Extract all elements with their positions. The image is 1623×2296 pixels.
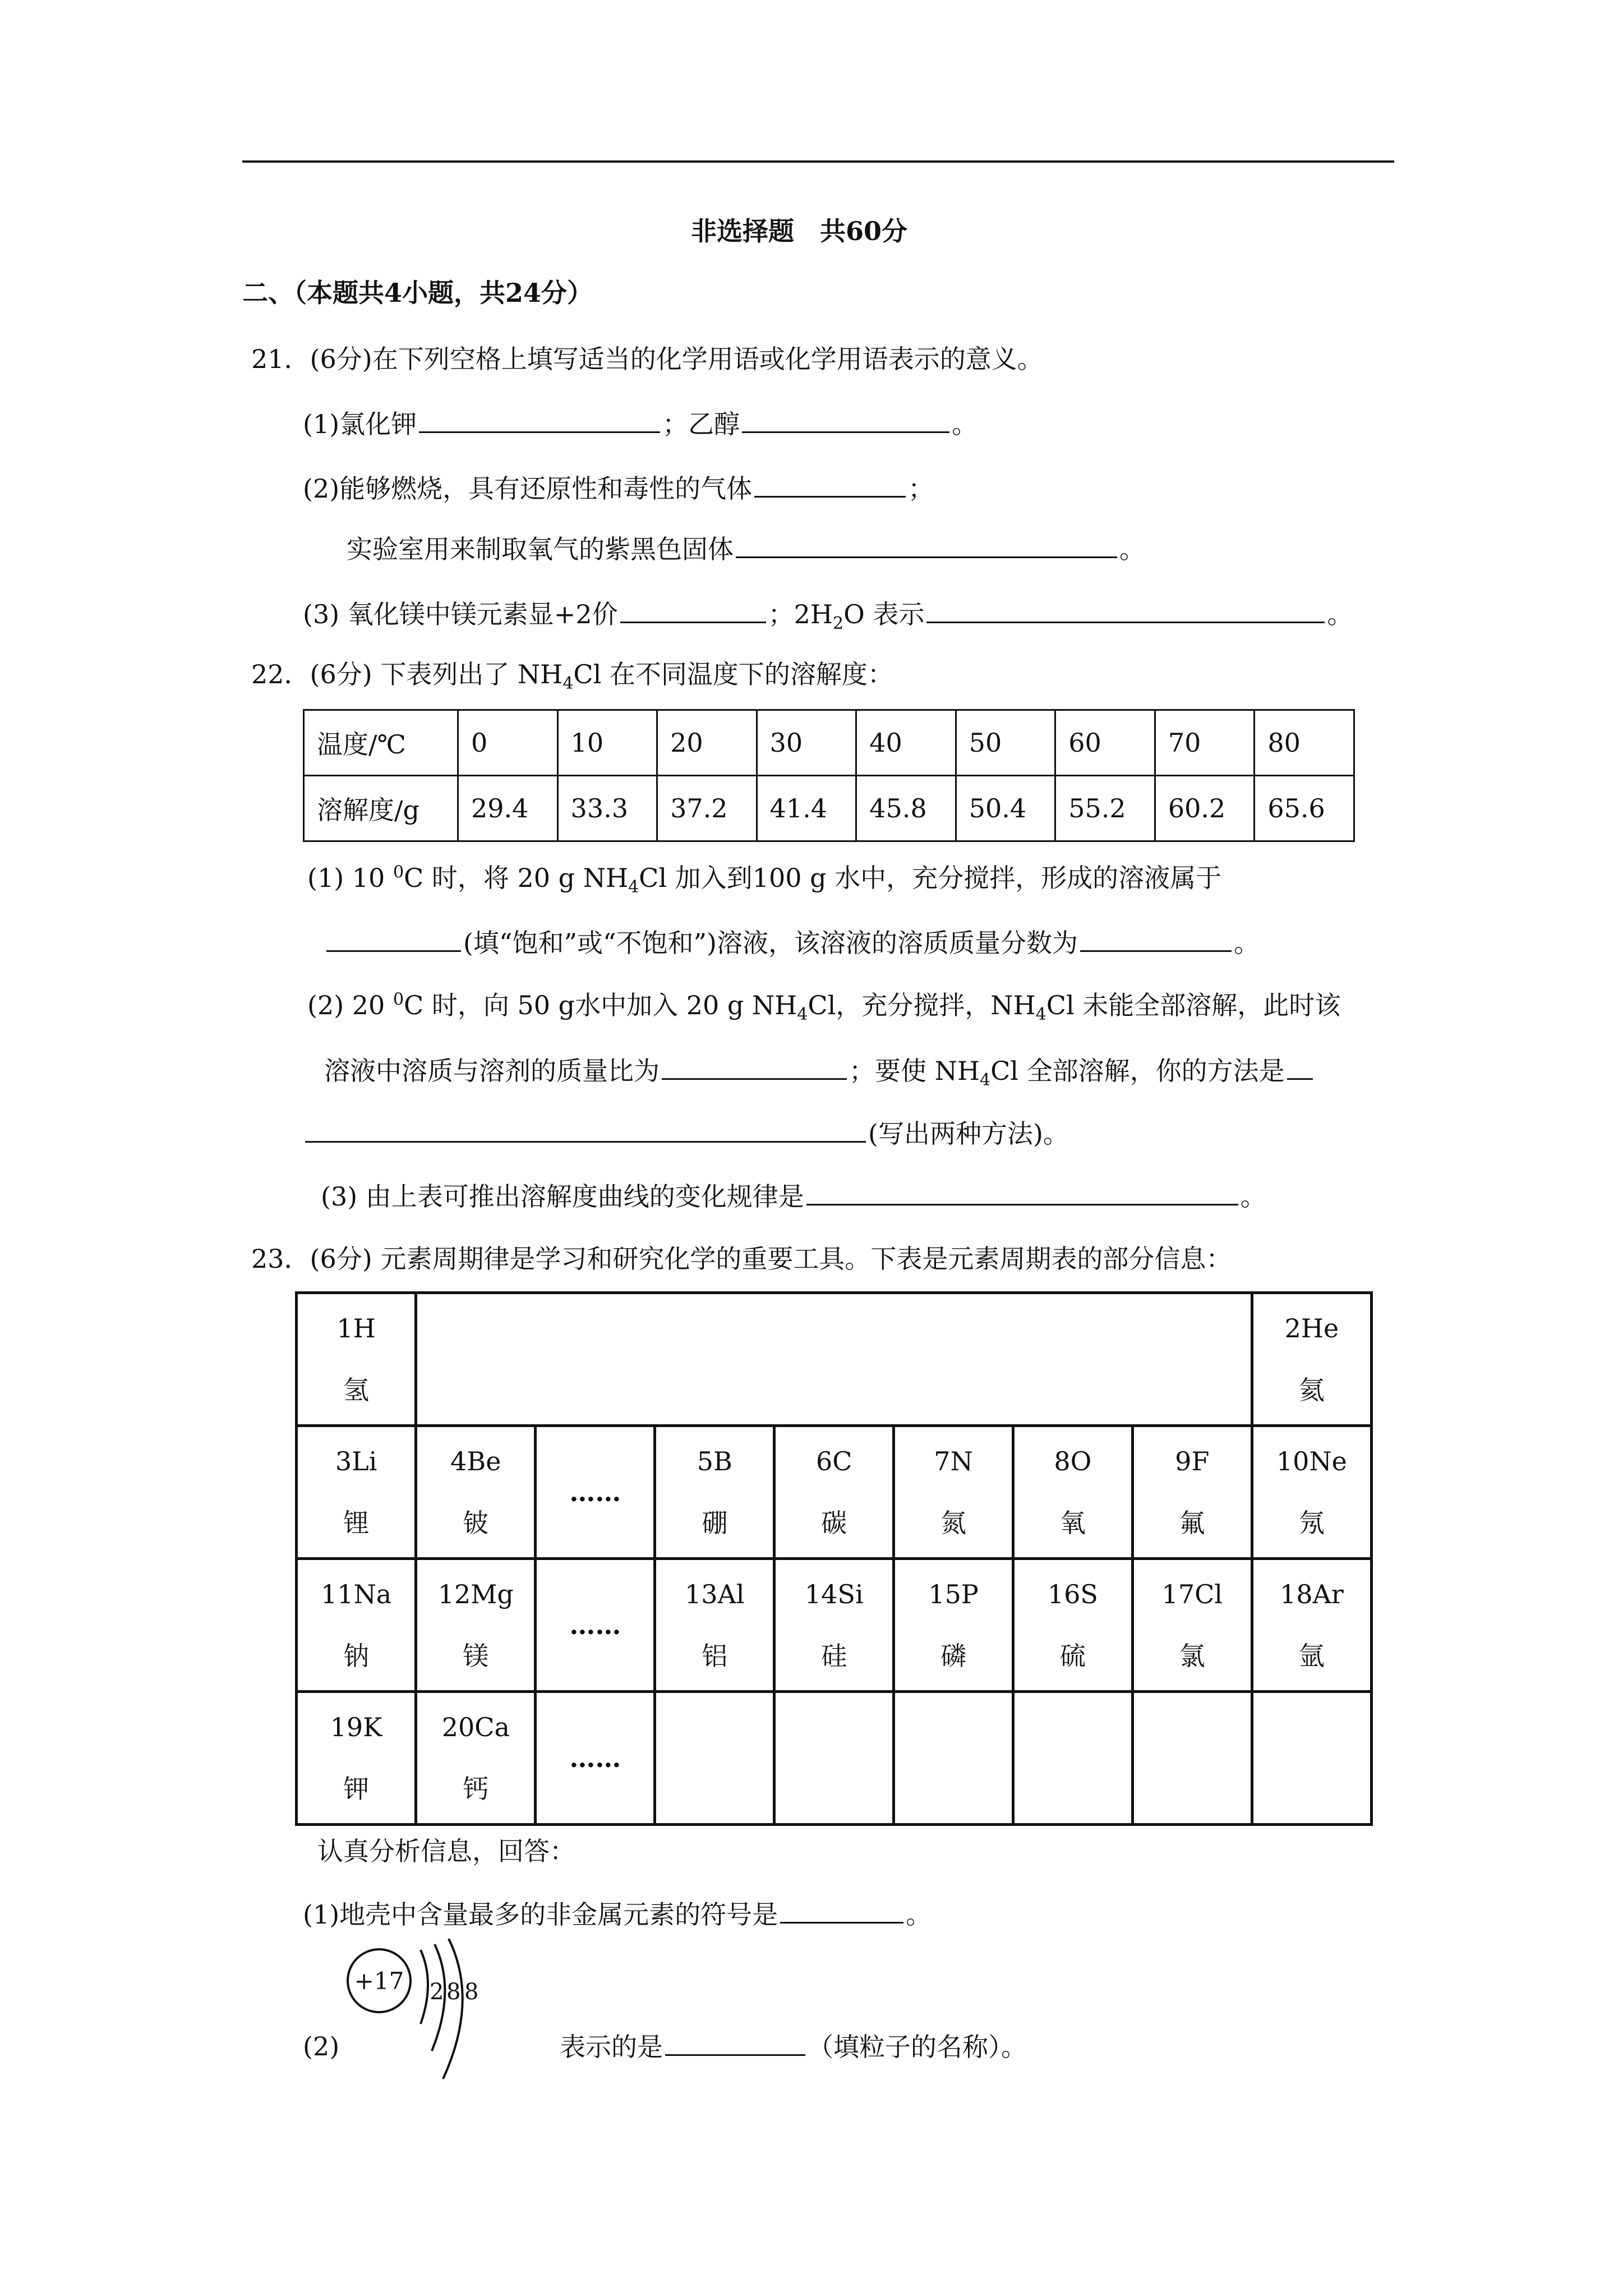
table-cell: 0 bbox=[458, 710, 558, 776]
q21-stem: 21．(6分)在下列空格上填写适当的化学用语或化学用语表示的意义。 bbox=[251, 344, 1043, 374]
element-cell-p bbox=[894, 1559, 1013, 1692]
superscript: 0 bbox=[393, 990, 404, 1010]
table-row bbox=[304, 776, 1354, 841]
electron-shell-3 bbox=[443, 1939, 463, 2079]
table-row bbox=[297, 1426, 1372, 1559]
table-cell: 55.2 bbox=[1055, 776, 1155, 841]
element-symbol: 17Cl bbox=[1161, 1579, 1223, 1609]
table-cell: 37.2 bbox=[657, 776, 757, 841]
element-symbol: 4Be bbox=[450, 1446, 501, 1476]
ellipsis-cell bbox=[536, 1692, 655, 1825]
q22-p2-b: C 时，向 50 g水中加入 20 g NH bbox=[404, 990, 797, 1020]
element-name: 硅 bbox=[821, 1641, 847, 1671]
q23-a1-label: (1)地壳中含量最多的非金属元素的符号是 bbox=[303, 1899, 778, 1930]
element-symbol: 7N bbox=[934, 1446, 973, 1476]
element-cell-he bbox=[1252, 1293, 1371, 1426]
table-cell: 10 bbox=[557, 710, 657, 776]
q22-p2-line2 bbox=[324, 1053, 1315, 1091]
q22-p1-line1 bbox=[307, 861, 1222, 898]
table-cell: 30 bbox=[757, 710, 856, 776]
q21-line1 bbox=[303, 407, 978, 441]
element-name: 氟 bbox=[1179, 1508, 1205, 1538]
q21-l4-end: 。 bbox=[1327, 599, 1353, 629]
element-cell-li bbox=[297, 1426, 416, 1559]
top-rule bbox=[242, 160, 1394, 163]
element-cell-ca bbox=[416, 1692, 536, 1825]
empty-cell bbox=[1013, 1692, 1132, 1825]
q21-l3-end: 。 bbox=[1119, 534, 1145, 564]
periodic-table bbox=[295, 1291, 1373, 1826]
subscript: 4 bbox=[1035, 1005, 1046, 1025]
q21-l1-label: (1)氯化钾 bbox=[303, 409, 417, 439]
q23-after-text: 认真分析信息，回答： bbox=[317, 1836, 575, 1866]
element-cell-k bbox=[297, 1692, 416, 1825]
element-symbol: 20Ca bbox=[441, 1712, 510, 1742]
q22-p1-line2-b: (填“饱和”或“不饱和”)溶液，该溶液的溶质质量分数为 bbox=[463, 928, 1078, 958]
q22-p2-c: Cl，充分搅拌，NH bbox=[808, 990, 1036, 1020]
q22-p2-line1 bbox=[307, 988, 1341, 1025]
ellipsis: …… bbox=[569, 1477, 621, 1507]
shell-electrons-3: 8 bbox=[464, 1979, 479, 2005]
element-symbol: 1H bbox=[336, 1313, 376, 1343]
answer-blank[interactable] bbox=[665, 2030, 805, 2056]
q21-l4-sep1: ；2H bbox=[768, 599, 833, 629]
q23-a1 bbox=[303, 1897, 932, 1931]
table-cell: 45.8 bbox=[856, 776, 956, 841]
table-cell: 65.6 bbox=[1255, 776, 1354, 841]
table-cell: 33.3 bbox=[557, 776, 657, 841]
table-row bbox=[297, 1692, 1372, 1825]
ellipsis-cell bbox=[536, 1559, 655, 1692]
element-symbol: 6C bbox=[815, 1446, 852, 1476]
q23-stem: 23．(6分) 元素周期律是学习和研究化学的重要工具。下表是元素周期表的部分信息： bbox=[251, 1244, 1232, 1274]
subscript: 4 bbox=[797, 1005, 808, 1025]
q22-p1-a: (1) 10 bbox=[307, 863, 393, 893]
answer-blank[interactable] bbox=[326, 926, 461, 952]
element-cell-c bbox=[774, 1426, 894, 1559]
element-cell-na bbox=[297, 1559, 416, 1692]
answer-blank[interactable] bbox=[419, 407, 660, 433]
q22-stem-b: Cl 在不同温度下的溶解度： bbox=[573, 659, 893, 689]
answer-blank[interactable] bbox=[736, 532, 1117, 558]
q22-p3-a: (3) 由上表可推出溶解度曲线的变化规律是 bbox=[321, 1181, 804, 1212]
q21-l2-label: (2)能够燃烧，具有还原性和毒性的气体 bbox=[303, 473, 753, 504]
element-symbol: 8O bbox=[1054, 1446, 1092, 1476]
element-name: 氯 bbox=[1179, 1641, 1205, 1671]
table-header-cell: 溶解度/g bbox=[304, 776, 458, 841]
answer-blank[interactable] bbox=[926, 597, 1325, 623]
empty-cell bbox=[1132, 1692, 1252, 1825]
q22-p1-line2 bbox=[324, 926, 1260, 960]
answer-blank[interactable] bbox=[1080, 926, 1232, 952]
element-symbol: 5B bbox=[697, 1446, 732, 1476]
element-symbol: 9F bbox=[1175, 1446, 1210, 1476]
element-name: 磷 bbox=[940, 1641, 967, 1671]
q22-p3 bbox=[321, 1179, 1266, 1213]
element-name: 钾 bbox=[343, 1774, 370, 1804]
electron-shell-1 bbox=[421, 1950, 428, 2024]
element-name: 氮 bbox=[940, 1508, 967, 1538]
element-symbol: 12Mg bbox=[437, 1579, 514, 1609]
element-cell-ar bbox=[1252, 1559, 1371, 1692]
q21-l1-sep: ；乙醇 bbox=[662, 409, 740, 439]
q22-p2-line2-b: ；要使 NH bbox=[849, 1056, 980, 1086]
nucleus-charge: +17 bbox=[354, 1967, 404, 1995]
q21-line4 bbox=[303, 597, 1353, 634]
element-name: 铝 bbox=[702, 1641, 728, 1671]
table-row bbox=[304, 710, 1354, 776]
element-name: 钠 bbox=[343, 1641, 370, 1671]
q21-line2 bbox=[303, 471, 934, 505]
element-name: 硫 bbox=[1059, 1641, 1086, 1671]
element-symbol: 11Na bbox=[320, 1579, 392, 1609]
q21-l3-label: 实验室用来制取氧气的紫黑色固体 bbox=[347, 534, 734, 564]
q22-p2-line2-a: 溶液中溶质与溶剂的质量比为 bbox=[324, 1056, 660, 1086]
element-symbol: 16S bbox=[1047, 1579, 1098, 1609]
table-cell: 41.4 bbox=[757, 776, 856, 841]
element-cell-si bbox=[774, 1559, 894, 1692]
answer-blank[interactable] bbox=[305, 1116, 866, 1143]
element-name: 氧 bbox=[1059, 1508, 1086, 1538]
q23-a2 bbox=[560, 2030, 1027, 2064]
table-cell: 50 bbox=[956, 710, 1055, 776]
table-row bbox=[297, 1293, 1372, 1426]
q21-l4-label: (3) 氧化镁中镁元素显+2价 bbox=[303, 599, 618, 629]
answer-blank[interactable] bbox=[620, 597, 766, 623]
element-symbol: 19K bbox=[330, 1712, 382, 1742]
element-cell-ne bbox=[1252, 1426, 1371, 1559]
q22-p2-line3 bbox=[303, 1116, 1069, 1151]
q22-p1-line2-end: 。 bbox=[1233, 928, 1260, 958]
q23-a2-number: (2) bbox=[303, 2031, 340, 2062]
table-row bbox=[297, 1559, 1372, 1692]
element-symbol: 18Ar bbox=[1280, 1579, 1344, 1609]
ellipsis: …… bbox=[569, 1743, 621, 1773]
element-symbol: 13Al bbox=[685, 1579, 745, 1609]
q21-line3 bbox=[347, 532, 1145, 566]
element-cell-b bbox=[655, 1426, 774, 1559]
table-cell: 50.4 bbox=[956, 776, 1055, 841]
answer-blank[interactable] bbox=[662, 1053, 847, 1080]
answer-blank[interactable] bbox=[754, 471, 906, 498]
answer-blank[interactable] bbox=[1287, 1053, 1313, 1080]
q22-p1-b: C 时，将 20 g NH bbox=[404, 863, 629, 893]
table-cell: 80 bbox=[1255, 710, 1354, 776]
atom-structure-diagram bbox=[336, 1939, 516, 2090]
subscript: 4 bbox=[562, 674, 574, 694]
q22-p2-d: Cl 未能全部溶解，此时该 bbox=[1046, 990, 1341, 1020]
subscript: 4 bbox=[980, 1070, 991, 1091]
element-symbol: 2He bbox=[1284, 1313, 1339, 1343]
element-name: 钙 bbox=[463, 1774, 489, 1804]
empty-cell bbox=[1252, 1692, 1371, 1825]
element-symbol: 10Ne bbox=[1276, 1446, 1347, 1476]
table-cell: 60.2 bbox=[1155, 776, 1255, 841]
shell-electrons-1: 2 bbox=[430, 1979, 444, 2005]
element-name: 氦 bbox=[1298, 1375, 1325, 1405]
table-cell: 29.4 bbox=[458, 776, 558, 841]
element-name: 氩 bbox=[1298, 1641, 1325, 1671]
element-name: 硼 bbox=[702, 1508, 728, 1538]
q23-a1-end: 。 bbox=[906, 1899, 932, 1930]
element-cell-cl bbox=[1132, 1559, 1252, 1692]
table-cell: 40 bbox=[856, 710, 956, 776]
element-name: 氖 bbox=[1298, 1508, 1325, 1538]
element-cell-mg bbox=[416, 1559, 536, 1692]
element-cell-n bbox=[894, 1426, 1013, 1559]
element-cell-al bbox=[655, 1559, 774, 1692]
element-cell-be bbox=[416, 1426, 536, 1559]
answer-blank[interactable] bbox=[742, 407, 949, 433]
table-cell: 20 bbox=[657, 710, 757, 776]
element-name: 氢 bbox=[343, 1375, 370, 1405]
empty-cell bbox=[655, 1692, 774, 1825]
subscript: 4 bbox=[628, 877, 639, 898]
q23-a2-label: 表示的是 bbox=[560, 2032, 663, 2062]
element-cell-h bbox=[297, 1293, 416, 1426]
element-symbol: 15P bbox=[928, 1579, 979, 1609]
ellipsis-cell bbox=[536, 1426, 655, 1559]
q21-l1-end: 。 bbox=[952, 409, 978, 439]
table-cell: 70 bbox=[1155, 710, 1255, 776]
subscript: 2 bbox=[832, 614, 844, 634]
solubility-table bbox=[303, 709, 1355, 842]
table-cell: 60 bbox=[1055, 710, 1155, 776]
table-header-cell: 温度/℃ bbox=[304, 710, 458, 776]
q22-p2-line2-c: Cl 全部溶解，你的方法是 bbox=[990, 1056, 1285, 1086]
element-cell-s bbox=[1013, 1559, 1132, 1692]
part-title: 二、（本题共4小题，共24分） bbox=[242, 278, 593, 308]
q21-l4-sep2: O 表示 bbox=[843, 599, 925, 629]
empty-cell bbox=[774, 1692, 894, 1825]
q22-stem-a: 22．(6分) 下表列出了 NH bbox=[251, 659, 563, 689]
answer-blank[interactable] bbox=[806, 1179, 1238, 1205]
element-cell-f bbox=[1132, 1426, 1252, 1559]
q21-l2-end: ； bbox=[908, 473, 934, 504]
element-name: 锂 bbox=[343, 1508, 370, 1538]
element-name: 铍 bbox=[463, 1508, 489, 1538]
q22-p2-a: (2) 20 bbox=[307, 990, 393, 1020]
superscript: 0 bbox=[393, 862, 404, 882]
empty-cell bbox=[894, 1692, 1013, 1825]
ellipsis: …… bbox=[569, 1610, 621, 1640]
q22-p3-end: 。 bbox=[1240, 1181, 1266, 1212]
q22-stem bbox=[251, 657, 893, 694]
element-name: 镁 bbox=[463, 1641, 489, 1671]
element-cell-o bbox=[1013, 1426, 1132, 1559]
element-symbol: 3Li bbox=[335, 1446, 377, 1476]
empty-region bbox=[416, 1293, 1252, 1426]
shell-electrons-2: 8 bbox=[446, 1979, 461, 2005]
q22-p1-c: Cl 加入到100 g 水中，充分搅拌，形成的溶液属于 bbox=[639, 863, 1222, 893]
element-name: 碳 bbox=[821, 1508, 847, 1538]
element-symbol: 14Si bbox=[804, 1579, 864, 1609]
q22-p2-line3-end: (写出两种方法)。 bbox=[868, 1119, 1069, 1149]
answer-blank[interactable] bbox=[780, 1897, 903, 1924]
section-title: 非选择题 共60分 bbox=[691, 216, 908, 246]
q23-a2-end: （填粒子的名称）。 bbox=[808, 2032, 1027, 2062]
